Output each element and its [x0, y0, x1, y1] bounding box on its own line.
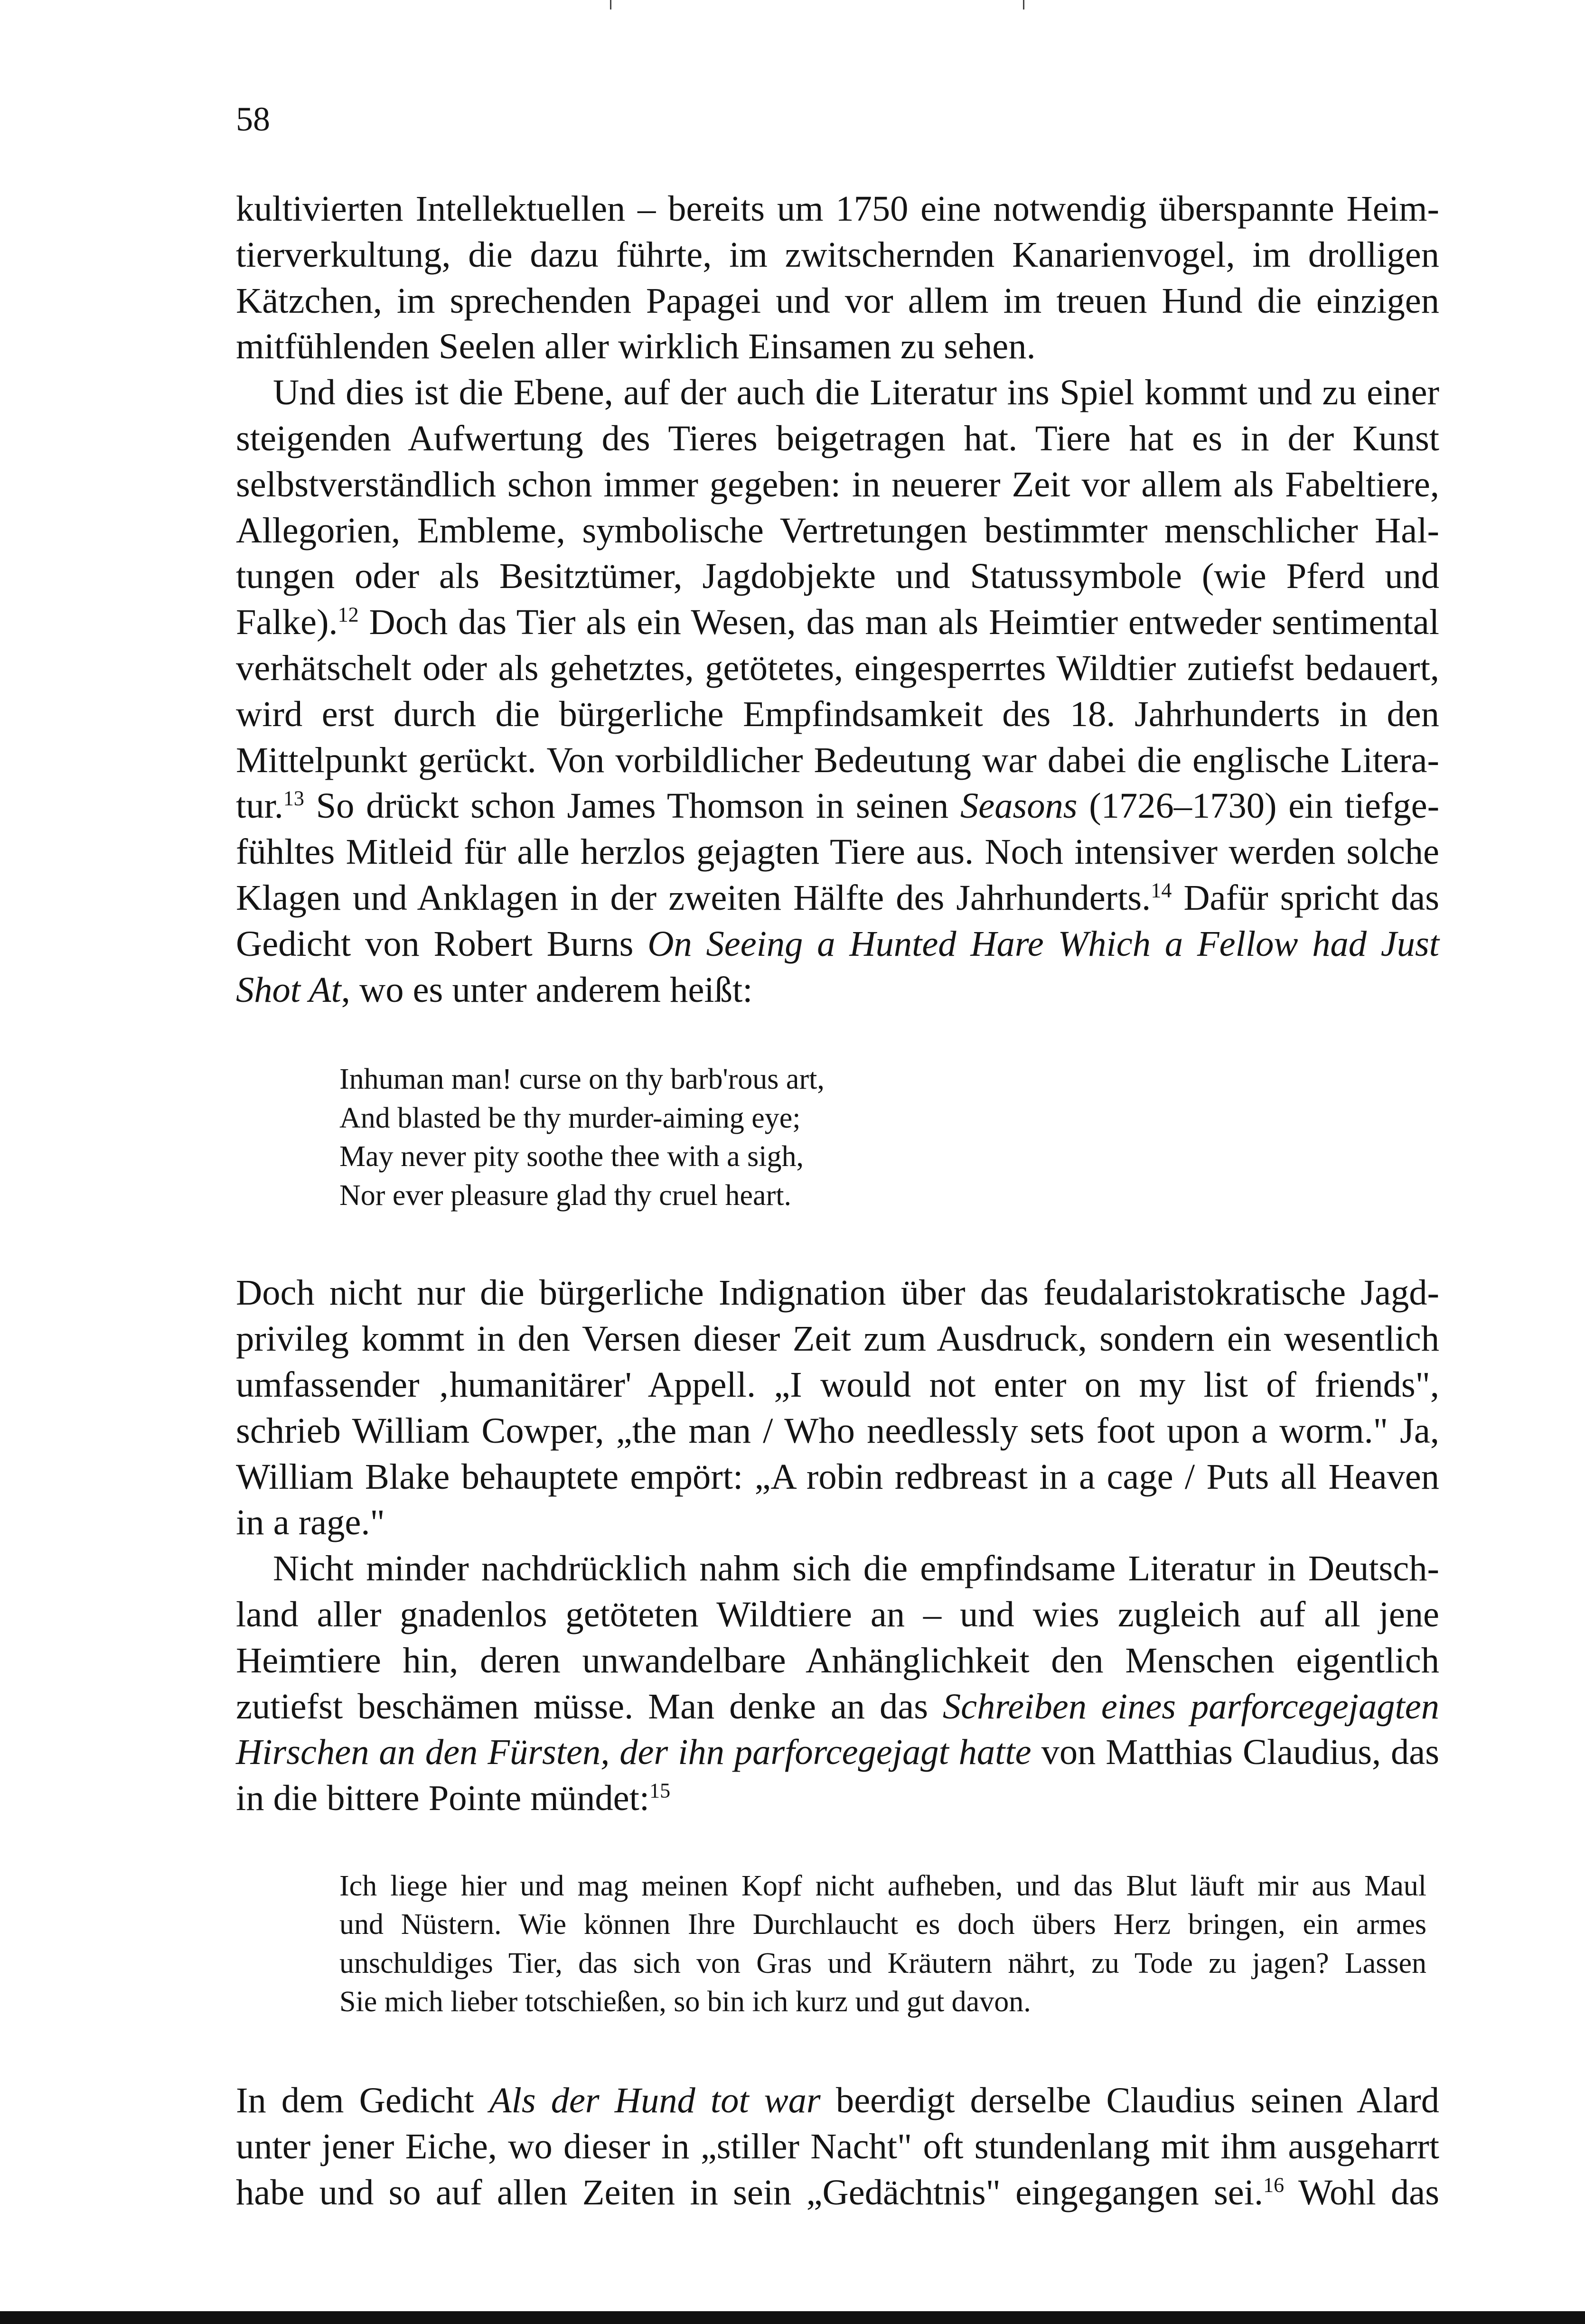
- text-line: steigenden Aufwertung des Tieres beigetragen hat. Tiere hat es in der Kunst: [236, 418, 1439, 458]
- text-line: selbstverständlich schon immer gegeben: in neuerer Zeit vor allem als Fabeltiere,: [236, 464, 1439, 504]
- paragraph-1: [236, 186, 1439, 370]
- verse-quotation: [339, 1060, 1439, 1215]
- work-title: On Seeing a Hunted Hare Which a Fellow had Just: [647, 923, 1439, 964]
- footnote-ref: 12: [338, 603, 359, 626]
- footnote-ref: 14: [1151, 878, 1172, 902]
- quote-line: Ich liege hier und mag meinen Kopf nicht aufheben, und das Blut läuft mir aus Maul: [339, 1869, 1426, 1902]
- text-fragment: Falke).: [236, 602, 338, 643]
- text-line: Nicht minder nachdrücklich nahm sich die empfindsame Literatur in Deutsch-: [273, 1548, 1439, 1589]
- quote-line: Sie mich lieber totschießen, so bin ich kurz und gut davon.: [339, 1986, 1031, 2018]
- text-fragment: beerdigt derselbe Claudius seinen Alard: [835, 2080, 1440, 2120]
- page-number: 58: [236, 100, 270, 138]
- work-title: Schreiben eines parforcegejagten: [942, 1686, 1439, 1727]
- text-line: land aller gnadenlos getöteten Wildtiere an – und wies zugleich auf all jene: [236, 1594, 1439, 1634]
- top-edge-mark-left: [610, 0, 611, 9]
- verse-line: May never pity soothe thee with a sigh,: [339, 1140, 804, 1173]
- text-line: [236, 967, 1439, 1013]
- verse-line: Nor ever pleasure glad thy cruel heart.: [339, 1179, 791, 1212]
- footnote-ref: 13: [283, 786, 304, 810]
- text-fragment: Dafür spricht das: [1183, 877, 1440, 918]
- text-fragment: Klagen und Anklagen in der zweiten Hälfte des Jahrhunderts.: [236, 877, 1151, 918]
- text-line: [236, 1684, 1439, 1730]
- text-line: mitfühlenden Seelen aller wirklich Einsamen zu sehen.: [236, 326, 1036, 367]
- text-fragment: Gedicht von Robert Burns: [236, 923, 634, 964]
- text-line: privileg kommt in den Versen dieser Zeit zum Ausdruck, sondern ein wesentlich: [236, 1318, 1439, 1359]
- verse-line: Inhuman man! curse on thy barb'rous art,: [339, 1063, 825, 1096]
- text-fragment: (1726–1730) ein tiefge-: [1089, 785, 1440, 826]
- text-line: unter jener Eiche, wo dieser in „stiller Nacht" oft stundenlang mit ihm ausgeharrt: [236, 2126, 1439, 2166]
- text-line: in a rage.": [236, 1502, 385, 1543]
- text-line: [236, 599, 1439, 645]
- text-line: tierverkultung, die dazu führte, im zwitschernden Kanarienvogel, im drolligen: [236, 234, 1439, 275]
- text-fragment: Wohl das: [1298, 2172, 1440, 2212]
- text-fragment: In dem Gedicht: [236, 2080, 474, 2120]
- text-fragment: von Matthias Claudius, das: [1041, 1732, 1440, 1773]
- quote-line: und Nüstern. Wie können Ihre Durchlaucht es doch übers Herz bringen, ein armes: [339, 1908, 1426, 1941]
- scan-bottom-edge: [0, 2311, 1585, 2324]
- text-fragment: zutiefst beschämen müsse. Man denke an das: [236, 1686, 928, 1727]
- text-line: verhätschelt oder als gehetztes, getötetes, eingesperrtes Wildtier zutiefst bedauert,: [236, 647, 1439, 688]
- work-title: Als der Hund tot war: [489, 2080, 821, 2120]
- text-line: fühltes Mitleid für alle herzlos gejagten Tiere aus. Noch intensiver werden solche: [236, 831, 1439, 872]
- text-line: kultivierten Intellektuellen – bereits um 1750 eine notwendig überspannte Heim-: [236, 188, 1439, 229]
- text-line: [236, 1729, 1439, 1775]
- text-line: wird erst durch die bürgerliche Empfindsamkeit des 18. Jahrhunderts in den: [236, 693, 1439, 734]
- text-line: Allegorien, Embleme, symbolische Vertretungen bestimmter menschlicher Hal-: [236, 510, 1439, 551]
- work-title: Shot At: [236, 969, 341, 1010]
- text-line: [236, 1775, 1439, 1821]
- text-line: William Blake behauptete empört: „A robin redbreast in a cage / Puts all Heaven: [236, 1456, 1439, 1497]
- text-fragment: habe und so auf allen Zeiten in sein „Gedächtnis" eingegangen sei.: [236, 2172, 1264, 2212]
- text-line: [236, 921, 1439, 967]
- text-line: Kätzchen, im sprechenden Papagei und vor allem im treuen Hund die einzigen: [236, 280, 1439, 321]
- footnote-ref: 16: [1263, 2173, 1285, 2196]
- verse-line: And blasted be thy murder-aiming eye;: [339, 1101, 801, 1134]
- prose-quotation: [339, 1867, 1426, 2022]
- text-line: schrieb William Cowper, „the man / Who needlessly sets foot upon a worm." Ja,: [236, 1410, 1439, 1451]
- text-line: [236, 2170, 1439, 2216]
- text-line: Doch nicht nur die bürgerliche Indignation über das feudalaristokratische Jagd-: [236, 1272, 1439, 1313]
- text-line: Heimtiere hin, deren unwandelbare Anhänglichkeit den Menschen eigentlich: [236, 1640, 1439, 1680]
- text-fragment: Doch das Tier als ein Wesen, das man als Heimtier entweder sentimental: [369, 602, 1440, 643]
- text-fragment: wo es unter anderem heißt:: [359, 969, 753, 1010]
- quote-line: unschuldiges Tier, das sich von Gras und Kräutern nährt, zu Tode zu jagen? Lassen: [339, 1947, 1426, 1979]
- top-edge-mark-right: [1023, 0, 1024, 9]
- paragraph-4: [236, 1546, 1439, 1821]
- work-title: Hirschen an den Fürsten, der ihn parforcegejagt hatte: [236, 1732, 1032, 1773]
- work-title: Seasons: [960, 785, 1078, 826]
- text-line: [236, 783, 1439, 829]
- text-line: umfassender ‚humanitärer' Appell. „I would not enter on my list of friends",: [236, 1364, 1439, 1405]
- text-line: [236, 2078, 1439, 2124]
- footnote-ref: 15: [649, 1779, 671, 1802]
- text-fragment: in die bittere Pointe mündet:: [236, 1778, 650, 1819]
- text-fragment: tur.: [236, 785, 283, 826]
- paragraph-5: [236, 2078, 1439, 2215]
- text-column: [236, 186, 1439, 2215]
- text-line: Mittelpunkt gerückt. Von vorbildlicher Bedeutung war dabei die englische Litera-: [236, 739, 1439, 780]
- text-fragment: So drückt schon James Thomson in seinen: [316, 785, 949, 826]
- text-line: Und dies ist die Ebene, auf der auch die Literatur ins Spiel kommt und zu einer: [273, 372, 1439, 413]
- text-line: tungen oder als Besitztümer, Jagdobjekte und Statussymbole (wie Pferd und: [236, 556, 1439, 597]
- text-line: [236, 875, 1439, 921]
- text-fragment: ,: [341, 969, 350, 1010]
- paragraph-3: [236, 1270, 1439, 1546]
- paragraph-2: [236, 370, 1439, 1013]
